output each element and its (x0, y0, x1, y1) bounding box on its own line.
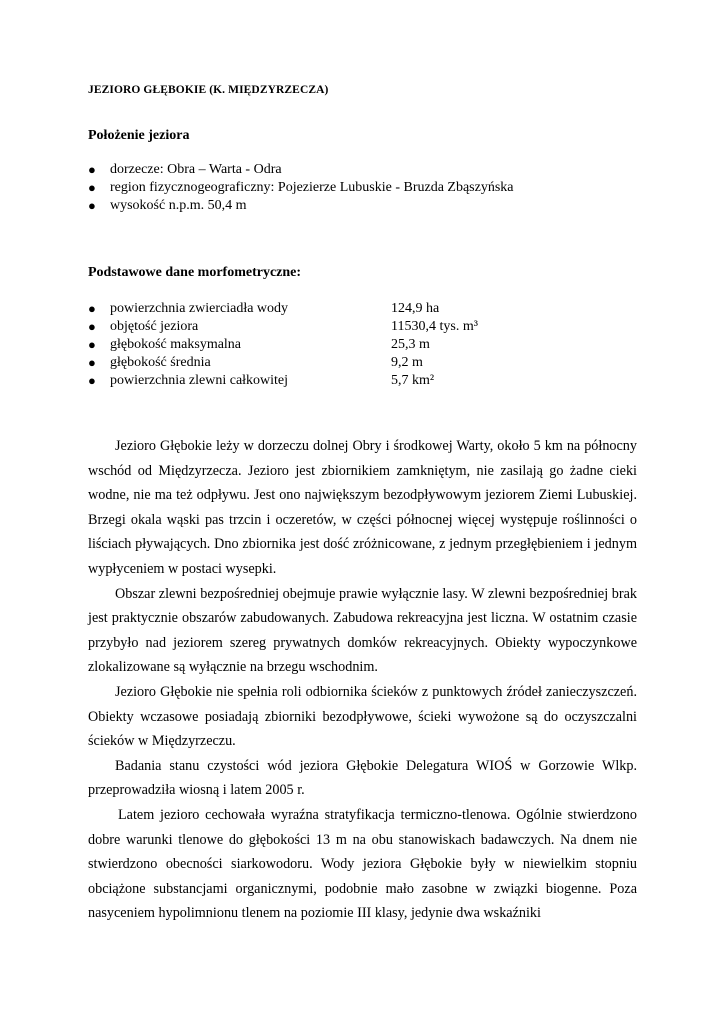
morphometry-label: powierzchnia zwierciadła wody (110, 301, 289, 316)
morphometry-value: 9,2 m (391, 355, 423, 370)
bullet-icon: ● (88, 180, 96, 195)
bullet-icon: ● (88, 301, 96, 316)
bullet-icon: ● (88, 319, 96, 334)
location-item-text: dorzecze: Obra – Warta - Odra (110, 162, 282, 177)
morphometry-label: głębokość maksymalna (110, 337, 242, 352)
bullet-icon: ● (88, 337, 96, 352)
location-item-text: region fizycznogeograficzny: Pojezierze Lubuskie - Bruzda Zbąszyńska (110, 180, 514, 195)
body-text (88, 434, 637, 926)
morphometry-value: 124,9 ha (391, 301, 440, 316)
paragraph: Latem jezioro cechowała wyraźna stratyfikacja termiczno-tlenowa. Ogólnie stwierdzono dobre warunki tlenowe do głębokości 13 m na obu stanowiskach badawczych. Na dnem nie stwierdzono obecności siarkowodoru. Wody jeziora Głębokie były w niewielkim stopniu obciążone substancjami organicznymi, podobnie mało zasobne w związki biogenne. Poza nasyceniem hypolimnionu tlenem na poziomie III klasy, jedynie dwa wskaźniki (88, 806, 637, 922)
morphometry-value: 5,7 km² (391, 373, 435, 388)
document-title: JEZIORO GŁĘBOKIE (K. MIĘDZYRZECZA) (88, 84, 329, 96)
bullet-icon: ● (88, 373, 96, 388)
bullet-icon: ● (88, 162, 96, 177)
paragraph: Obszar zlewni bezpośredniej obejmuje prawie wyłącznie lasy. W zlewni bezpośredniej brak jest praktycznie obszarów zabudowanych. Zabudowa rekreacyjna jest liczna. W ostatnim czasie przybyło nad jeziorem szereg prywatnych domków rekreacyjnych. Obiekty wypoczynkowe zlokalizowane są wyłącznie na brzegu wschodnim. (88, 585, 637, 676)
paragraph: Jezioro Głębokie nie spełnia roli odbiornika ścieków z punktowych źródeł zanieczyszczeń. Obiekty wczasowe posiadają zbiorniki bezodpływowe, ścieki wywożone są do oczyszczalni ścieków w Międzyrzeczu. (88, 683, 637, 750)
bullet-icon: ● (88, 355, 96, 370)
morphometry-label: głębokość średnia (110, 355, 211, 370)
morphometry-value: 11530,4 tys. m³ (391, 319, 478, 334)
morphometry-heading: Podstawowe dane morfometryczne: (88, 265, 302, 280)
morphometry-value: 25,3 m (391, 337, 430, 352)
paragraph: Badania stanu czystości wód jeziora Głębokie Delegatura WIOŚ w Gorzowie Wlkp. przeprowadziła wiosną i latem 2005 r. (88, 757, 637, 799)
morphometry-label: objętość jeziora (110, 319, 199, 334)
bullet-icon: ● (88, 198, 96, 213)
morphometry-label: powierzchnia zlewni całkowitej (110, 373, 289, 388)
paragraph: Jezioro Głębokie leży w dorzeczu dolnej Obry i środkowej Warty, około 5 km na północny wschód od Międzyrzecza. Jezioro jest zbiornikiem zamkniętym, nie zasilają go żadne cieki wodne, nie ma też odpływu. Jest ono największym bezodpływowym jeziorem Ziemi Lubuskiej. Brzegi okala wąski pas trzcin i oczeretów, w części północnej więcej występuje roślinności o liściach pływających. Dno zbiornika jest dość zróżnicowane, z jednym przegłębieniem i jednym wypłyceniem w postaci wysepki. (88, 438, 637, 577)
location-item-text: wysokość n.p.m. 50,4 m (110, 198, 247, 213)
location-heading: Położenie jeziora (88, 128, 190, 143)
